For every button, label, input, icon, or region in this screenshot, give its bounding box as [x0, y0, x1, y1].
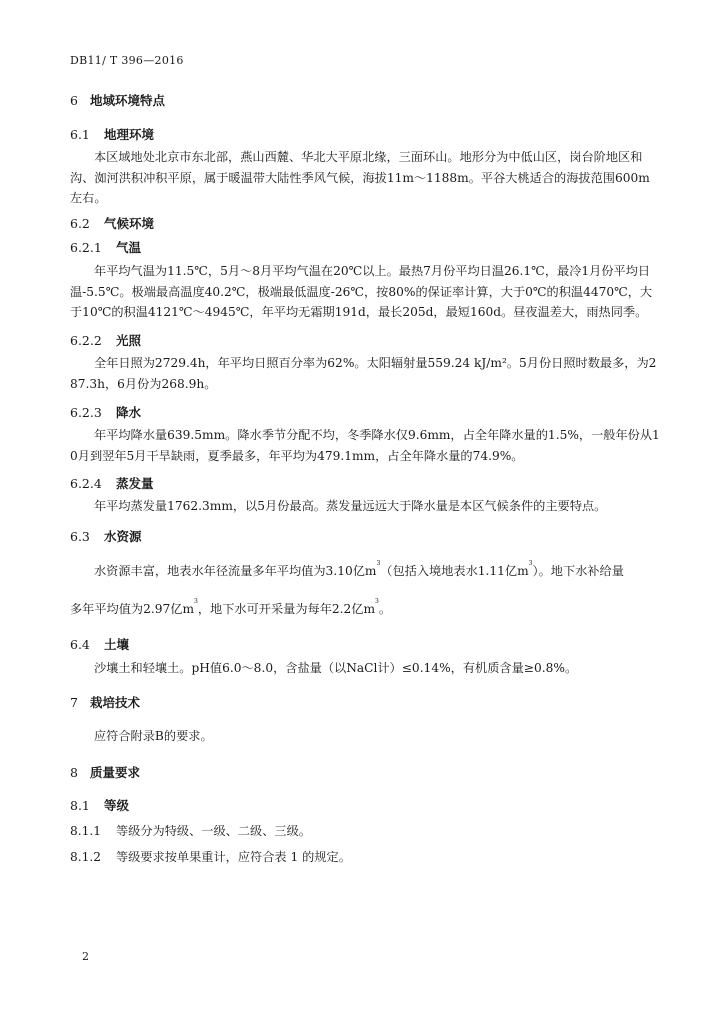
text-segment: ）。地下水补给量: [532, 564, 624, 578]
heading-number: 6.1: [70, 127, 90, 142]
paragraph-6-3-line-2: [70, 600, 391, 617]
heading-number: 7: [70, 695, 78, 710]
heading-title: 栽培技术: [90, 695, 141, 710]
superscript: 3: [528, 560, 533, 567]
text-segment: （包括入境地表水1.11亿m: [380, 564, 529, 578]
heading-6-3: [70, 527, 142, 545]
clause-8-1-2: [70, 848, 351, 865]
heading-number: 8: [70, 765, 78, 780]
heading-8: [70, 763, 140, 781]
text-segment: 多年平均值为2.97亿m: [70, 602, 195, 616]
clause-text: 等级分为特级、一级、二级、三级。: [116, 824, 311, 838]
text-segment: 。: [378, 602, 392, 616]
clause-text: 等级要求按单果重计，应符合表 1 的规定。: [116, 850, 351, 864]
page-number: 2: [82, 950, 89, 963]
heading-title: 质量要求: [90, 765, 141, 780]
paragraph-6-2-4: 年平均蒸发量1762.3mm，以5月份最高。蒸发量远远大于降水量是本区气候条件的主要特点。: [94, 499, 607, 513]
heading-6-2-4: [70, 474, 154, 492]
heading-number: 6.2.4: [70, 476, 102, 491]
heading-title: 地域环境特点: [90, 93, 166, 108]
paragraph-6-4: 沙壤土和轻壤土。pH值6.0～8.0，含盐量（以NaCl计）≤0.14%，有机质含量≥0.8%。: [94, 661, 578, 675]
heading-6-4: [70, 635, 129, 653]
paragraph-6-2-1: 年平均气温为11.5℃，5月～8月平均气温在20℃以上。最热7月份平均日温26.1℃，最冷1月份平均日温-5.5℃。极端最高温度40.2℃，极端最低温度-26℃，按80%的保证率计算，大于0℃的积温4470℃，大于10℃的积温4121℃～4945℃，年平均无霜期191d，最长205d，最短160d。昼夜温差大，雨热同季。: [70, 264, 653, 319]
heading-6-2-2: [70, 331, 141, 349]
heading-title: 气候环境: [104, 216, 155, 231]
heading-number: 6.2.3: [70, 405, 102, 420]
paragraph-6-3-line-1: [94, 562, 624, 579]
heading-title: 光照: [116, 333, 142, 348]
heading-title: 地理环境: [104, 127, 155, 142]
heading-title: 水资源: [104, 529, 142, 544]
heading-6-1: [70, 125, 154, 143]
heading-6: [70, 91, 165, 109]
superscript: 3: [194, 598, 198, 605]
paragraph-6-2-3: 年平均降水量639.5mm。降水季节分配不均，冬季降水仅9.6mm，占全年降水量的1.5%，一般年份从10月到翌年5月干旱缺雨，夏季最多，年平均为479.1mm，占全年降水量的74.9%。: [70, 428, 660, 463]
heading-6-2-3: [70, 403, 141, 421]
clause-8-1-1: [70, 822, 311, 839]
paragraph-6-2-2: 全年日照为2729.4h，年平均日照百分率为62%。太阳辐射量559.24 kJ/m²。5月份日照时数最多，为287.3h，6月份为268.9h。: [70, 356, 657, 391]
paragraph-7: 应符合附录B的要求。: [94, 729, 213, 743]
heading-title: 降水: [116, 405, 142, 420]
clause-number: 8.1.1: [70, 824, 102, 838]
text-segment: 水资源丰富，地表水年径流量多年平均值为3.10亿m: [94, 564, 377, 578]
heading-6-2-1: [70, 238, 141, 256]
heading-title: 土壤: [104, 637, 130, 652]
heading-title: 等级: [104, 798, 130, 813]
paragraph-6-1: 本区域地处北京市东北部，燕山西麓、华北大平原北缘，三面环山。地形分为中低山区，岗台阶地区和沟、洳河洪积冲积平原，属于暖温带大陆性季风气候，海拔11m～1188m。平谷大桃适合的海拔范围600m左右。: [70, 150, 650, 205]
standard-code: DB11/ T 396—2016: [70, 54, 184, 67]
heading-number: 6.2: [70, 216, 90, 231]
heading-title: 气温: [116, 240, 142, 255]
heading-number: 6.2.2: [70, 333, 102, 348]
heading-number: 8.1: [70, 798, 90, 813]
heading-6-2: [70, 214, 154, 232]
heading-8-1: [70, 796, 129, 814]
superscript: 3: [375, 598, 379, 605]
heading-number: 6.3: [70, 529, 90, 544]
superscript: 3: [376, 560, 381, 567]
clause-number: 8.1.2: [70, 850, 102, 864]
heading-number: 6: [70, 93, 78, 108]
heading-7: [70, 693, 140, 711]
text-segment: ，地下水可开采量为每年2.2亿m: [197, 602, 376, 616]
heading-title: 蒸发量: [116, 476, 154, 491]
heading-number: 6.4: [70, 637, 90, 652]
heading-number: 6.2.1: [70, 240, 102, 255]
